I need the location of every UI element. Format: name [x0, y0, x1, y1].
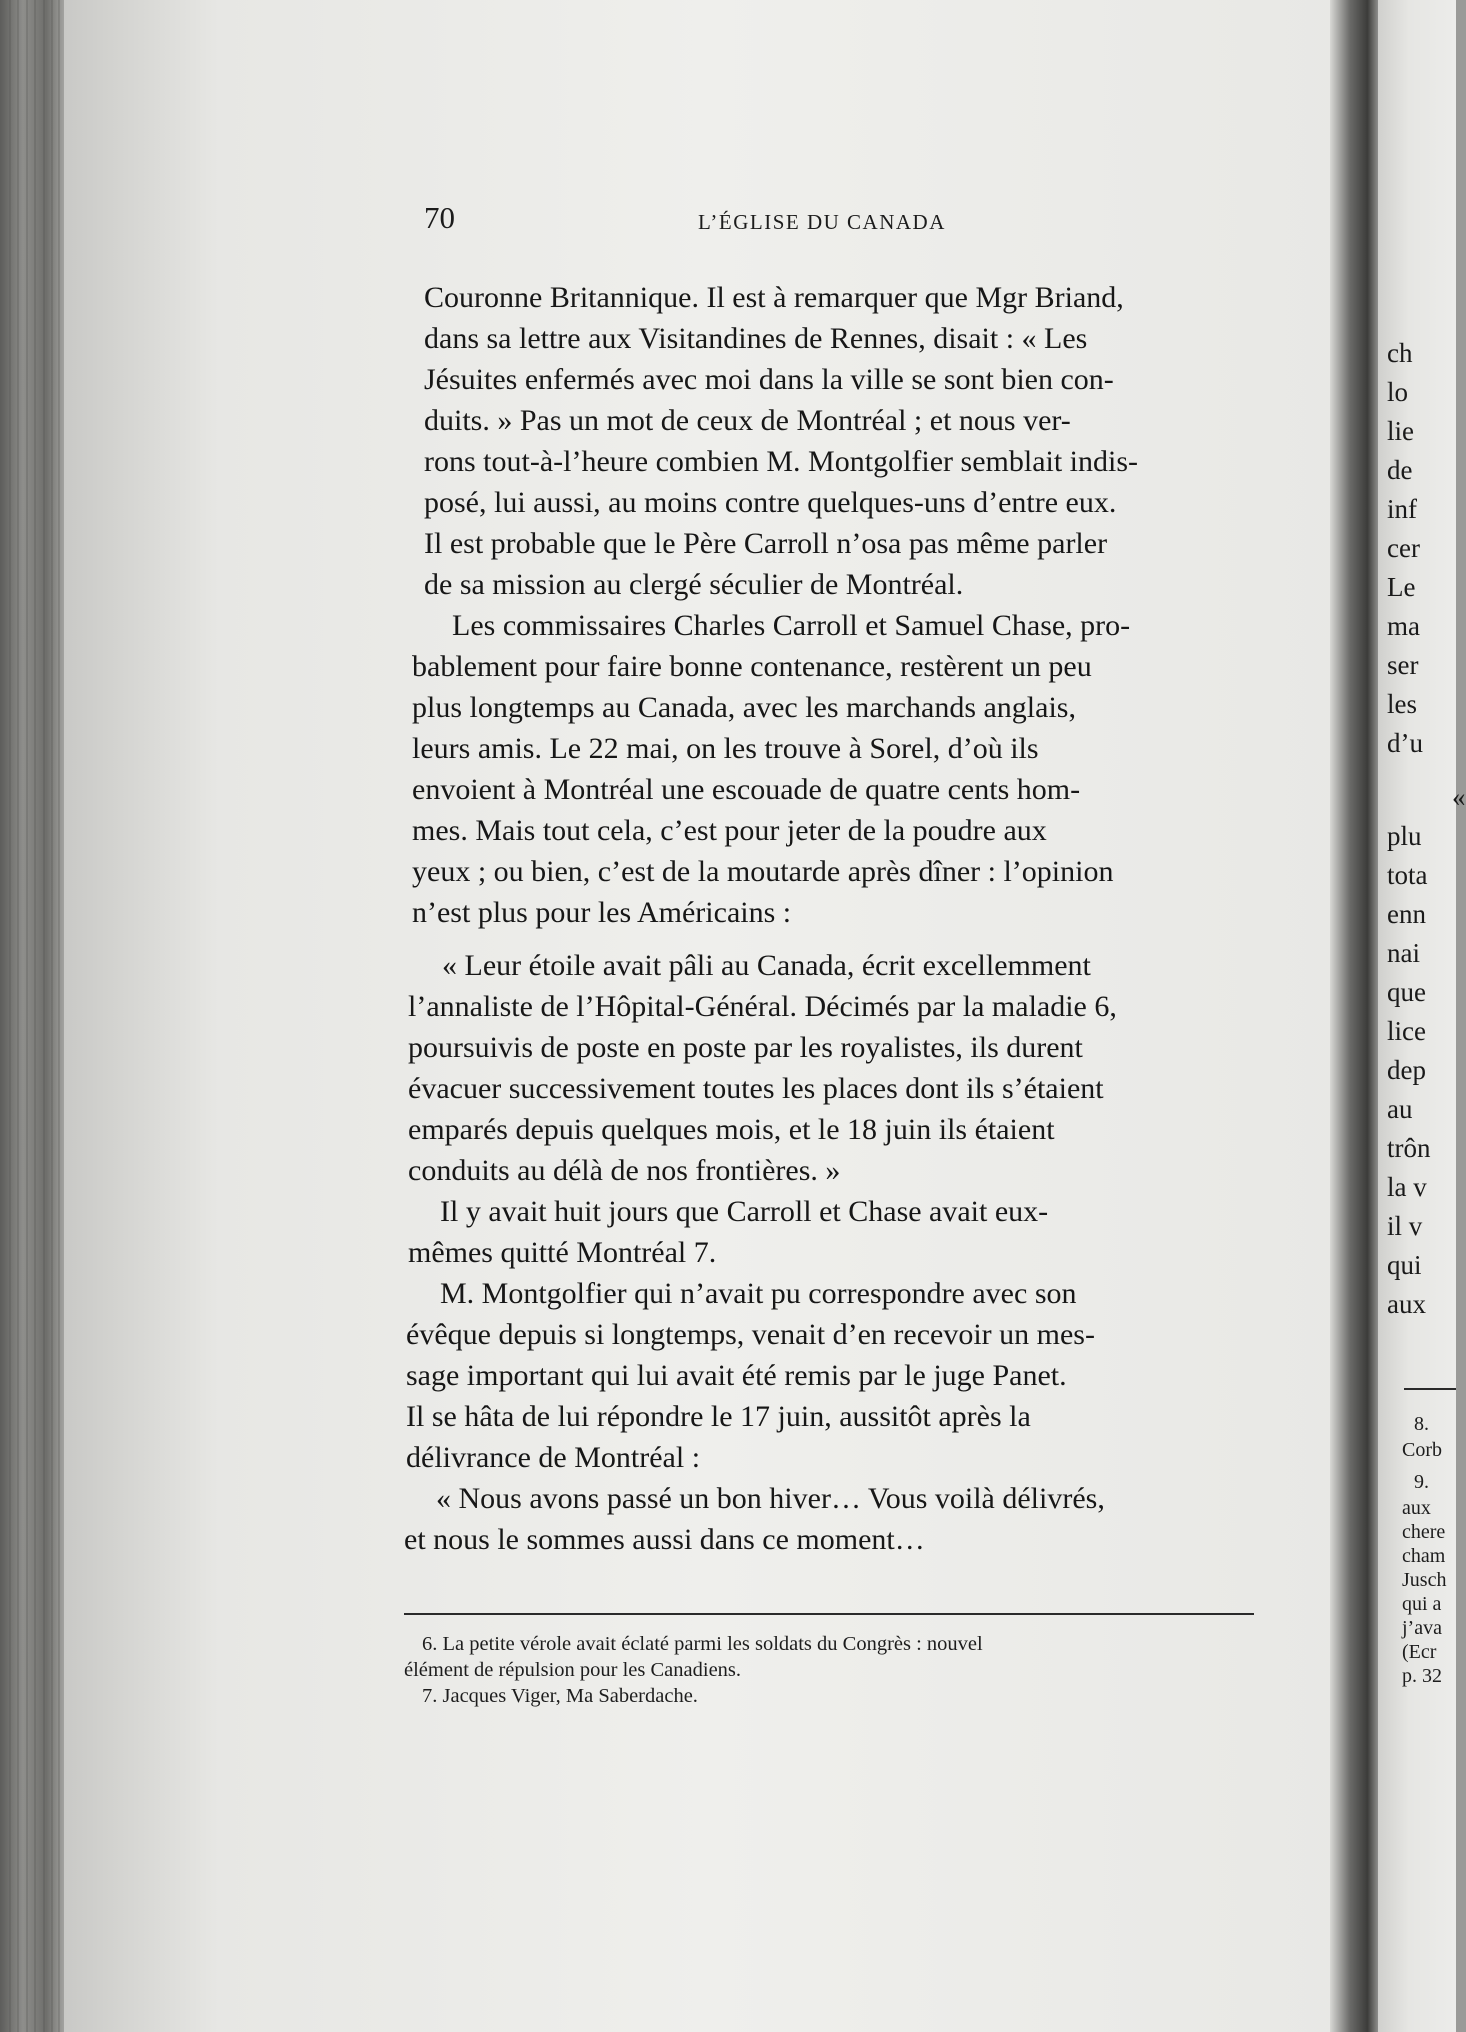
text-line: emparés depuis quelques mois, et le 18 juin ils étaient	[408, 1113, 1055, 1146]
footnote-line: élément de répulsion pour les Canadiens.	[404, 1659, 742, 1681]
next-page-fragment: tota	[1387, 860, 1428, 890]
next-page-fragment: plu	[1387, 821, 1422, 851]
next-page-fragment: que	[1387, 977, 1426, 1007]
text-line: Il est probable que le Père Carroll n’osa pas même parler	[424, 527, 1108, 560]
next-page-fragment: trôn	[1387, 1133, 1431, 1163]
text-line: évêque depuis si longtemps, venait d’en recevoir un mes-	[406, 1318, 1095, 1351]
running-title: L’ÉGLISE DU CANADA	[698, 210, 946, 234]
text-line: sage important qui lui avait été remis par le juge Panet.	[406, 1359, 1067, 1392]
text-line: et nous le sommes aussi dans ce moment…	[404, 1523, 925, 1556]
next-page-footnote-fragment: qui a	[1402, 1593, 1442, 1615]
text-line: évacuer successivement toutes les places dont ils s’étaient	[408, 1072, 1104, 1105]
next-page-fragment: lice	[1387, 1016, 1426, 1046]
next-page-footnote-fragment: chere	[1402, 1521, 1446, 1543]
text-line: M. Montgolfier qui n’avait pu correspondre avec son	[440, 1277, 1077, 1310]
footnote-line: 7. Jacques Viger, Ma Saberdache.	[422, 1685, 698, 1707]
text-line: de sa mission au clergé séculier de Montréal.	[424, 568, 964, 601]
text-line: dans sa lettre aux Visitandines de Rennes, disait : « Les	[424, 322, 1088, 355]
next-page-fragment: ma	[1387, 611, 1420, 641]
text-line: rons tout-à-l’heure combien M. Montgolfier semblait indis-	[424, 445, 1139, 478]
next-page-footnote-fragment: p. 32	[1402, 1665, 1442, 1687]
text-line: l’annaliste de l’Hôpital-Général. Décimés par la maladie 6,	[408, 990, 1117, 1023]
next-page-footnote-fragment: 9.	[1414, 1471, 1429, 1493]
text-line: délivrance de Montréal :	[406, 1441, 701, 1474]
next-page-footnote-fragment: cham	[1402, 1545, 1446, 1567]
next-page-fragment: d’u	[1387, 728, 1423, 758]
next-page-fragment: «	[1452, 782, 1466, 812]
footnote-line: 6. La petite vérole avait éclaté parmi les soldats du Congrès : nouvel	[422, 1633, 983, 1655]
next-page-fragment: la v	[1387, 1172, 1427, 1202]
next-page-fragment: enn	[1387, 899, 1426, 929]
next-page-footnote-fragment: j’ava	[1402, 1617, 1442, 1639]
next-page-fragment: qui	[1387, 1250, 1422, 1280]
text-line: yeux ; ou bien, c’est de la moutarde après dîner : l’opinion	[412, 855, 1114, 888]
next-page-fragment: ch	[1387, 338, 1413, 368]
text-line: conduits au délà de nos frontières. »	[408, 1154, 841, 1187]
next-page-footnote-fragment: (Ecr	[1402, 1641, 1437, 1663]
next-page-footnote-fragment: Corb	[1402, 1439, 1442, 1461]
text-line: « Nous avons passé un bon hiver… Vous voilà délivrés,	[436, 1482, 1105, 1515]
next-page-footnote-fragment: Jusch	[1402, 1569, 1447, 1591]
text-line: bablement pour faire bonne contenance, restèrent un peu	[412, 650, 1092, 683]
next-page-footnote-fragment: aux	[1402, 1497, 1431, 1519]
text-line: « Leur étoile avait pâli au Canada, écrit excellemment	[442, 949, 1091, 982]
next-page-fragment: lie	[1387, 416, 1414, 446]
text-line: mêmes quitté Montréal 7.	[408, 1236, 717, 1269]
page-number: 70	[424, 200, 455, 235]
next-page-fragment: au	[1387, 1094, 1413, 1124]
next-page-fragment: aux	[1387, 1289, 1426, 1319]
text-line: Les commissaires Charles Carroll et Samuel Chase, pro-	[452, 609, 1131, 642]
next-page-footnote-fragment: 8.	[1414, 1413, 1429, 1435]
next-page-fragment: cer	[1387, 533, 1420, 563]
next-page-fragment: inf	[1387, 494, 1417, 524]
text-line: poursuivis de poste en poste par les royalistes, ils durent	[408, 1031, 1083, 1064]
next-page-fragment: ser	[1387, 650, 1419, 680]
next-page-fragment: les	[1387, 689, 1417, 719]
text-line: Couronne Britannique. Il est à remarquer que Mgr Briand,	[424, 281, 1124, 314]
next-page-fragment: de	[1387, 455, 1413, 485]
text-line: n’est plus pour les Américains :	[412, 896, 792, 929]
next-page-fragment: Le	[1387, 572, 1416, 602]
next-page-fragment: lo	[1387, 377, 1409, 407]
next-page-fragment: nai	[1387, 938, 1420, 968]
text-line: duits. » Pas un mot de ceux de Montréal ; et nous ver-	[424, 404, 1071, 437]
text-line: Jésuites enfermés avec moi dans la ville se sont bien con-	[424, 363, 1114, 396]
text-line: plus longtemps au Canada, avec les marchands anglais,	[412, 691, 1076, 724]
text-line: Il y avait huit jours que Carroll et Chase avait eux-	[440, 1195, 1049, 1228]
text-line: envoient à Montréal une escouade de quatre cents hom-	[412, 773, 1081, 806]
text-line: Il se hâta de lui répondre le 17 juin, aussitôt après la	[406, 1400, 1031, 1433]
text-line: leurs amis. Le 22 mai, on les trouve à Sorel, d’où ils	[412, 732, 1039, 765]
text-line: posé, lui aussi, au moins contre quelques-uns d’entre eux.	[424, 486, 1117, 519]
text-line: mes. Mais tout cela, c’est pour jeter de la poudre aux	[412, 814, 1047, 847]
next-page-fragment: il v	[1387, 1211, 1423, 1241]
next-page-fragment: dep	[1387, 1055, 1426, 1085]
